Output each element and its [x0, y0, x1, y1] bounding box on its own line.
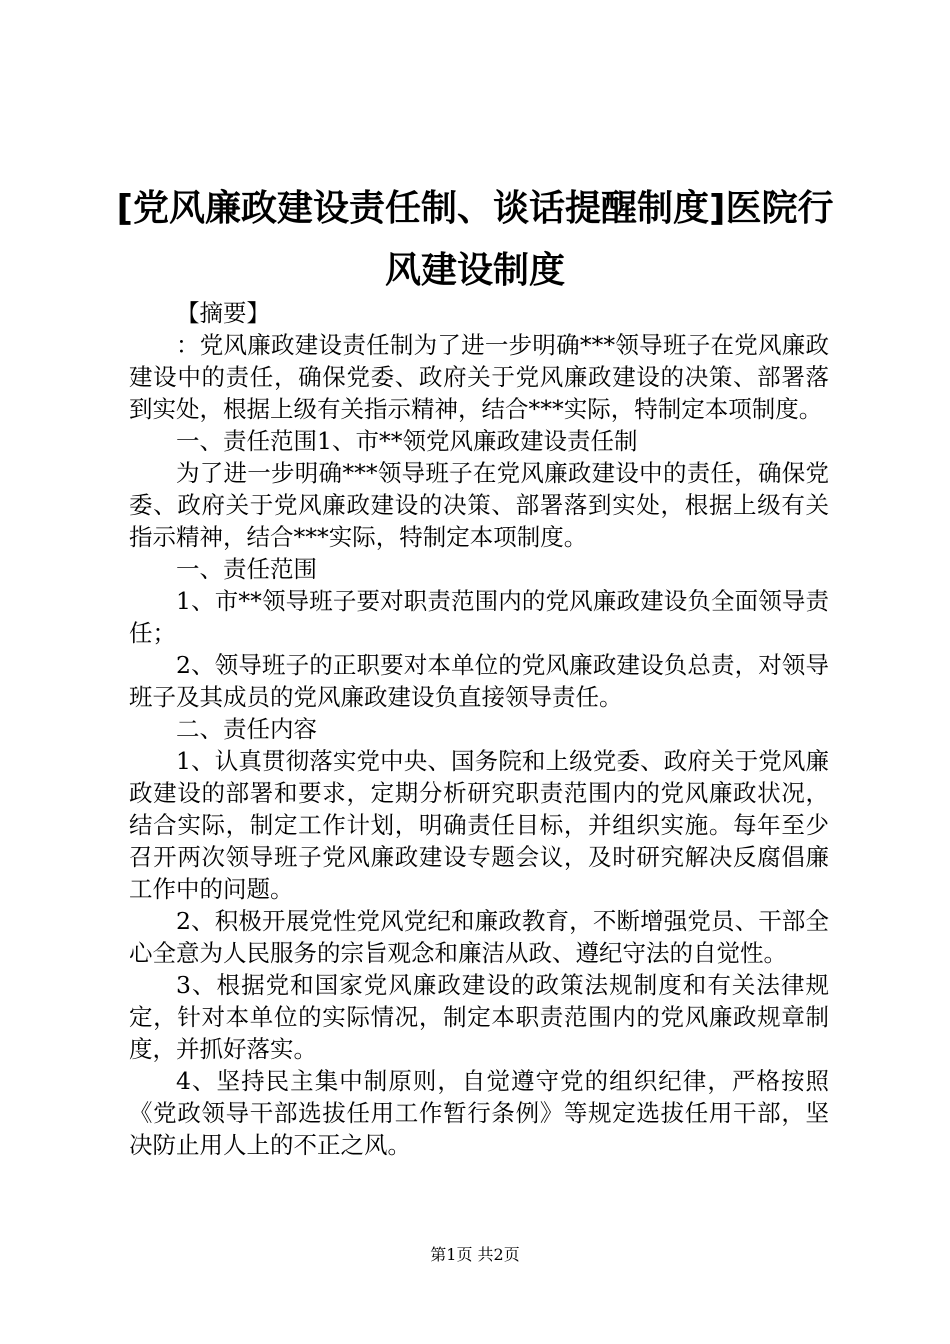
list-item: 2、积极开展党性党风党纪和廉政教育，不断增强党员、干部全心全意为人民服务的宗旨观念和廉洁从政、遵纪守法的自觉性。	[129, 907, 829, 967]
section-heading: 二、责任内容	[176, 715, 317, 743]
document-title: [党风廉政建设责任制、谈话提醒制度]医院行风建设制度	[116, 188, 834, 291]
list-item: 3、根据党和国家党风廉政建设的政策法规制度和有关法律规定，针对本单位的实际情况，制定本职责范围内的党风廉政规章制度，并抓好落实。	[129, 971, 829, 1063]
body-paragraph: 为了进一步明确***领导班子在党风廉政建设中的责任，确保党委、政府关于党风廉政建设的决策、部署落到实处，根据上级有关指示精神，结合***实际，特制定本项制度。	[129, 459, 829, 551]
list-item: 2、领导班子的正职要对本单位的党风廉政建设负总责，对领导班子及其成员的党风廉政建设负直接领导责任。	[129, 651, 829, 711]
list-item: 1、市**领导班子要对职责范围内的党风廉政建设负全面领导责任；	[129, 587, 829, 647]
document-body	[129, 297, 829, 1161]
section-heading: 一、责任范围1、市**领党风廉政建设责任制	[176, 427, 638, 455]
section-heading: 一、责任范围	[176, 555, 317, 583]
abstract-paragraph: ：党风廉政建设责任制为了进一步明确***领导班子在党风廉政建设中的责任，确保党委、政府关于党风廉政建设的决策、部署落到实处，根据上级有关指示精神，结合***实际，特制定本项制度。	[129, 331, 829, 423]
abstract-heading: 【摘要】	[176, 299, 270, 327]
list-item: 4、坚持民主集中制原则，自觉遵守党的组织纪律，严格按照《党政领导干部选拔任用工作暂行条例》等规定选拔任用干部，坚决防止用人上的不正之风。	[129, 1067, 829, 1159]
page-number-footer: 第1页 共2页	[430, 1245, 520, 1264]
list-item: 1、认真贯彻落实党中央、国务院和上级党委、政府关于党风廉政建设的部署和要求，定期分析研究职责范围内的党风廉政状况，结合实际，制定工作计划，明确责任目标，并组织实施。每年至少召开两次领导班子党风廉政建设专题会议，及时研究解决反腐倡廉工作中的问题。	[129, 747, 829, 903]
